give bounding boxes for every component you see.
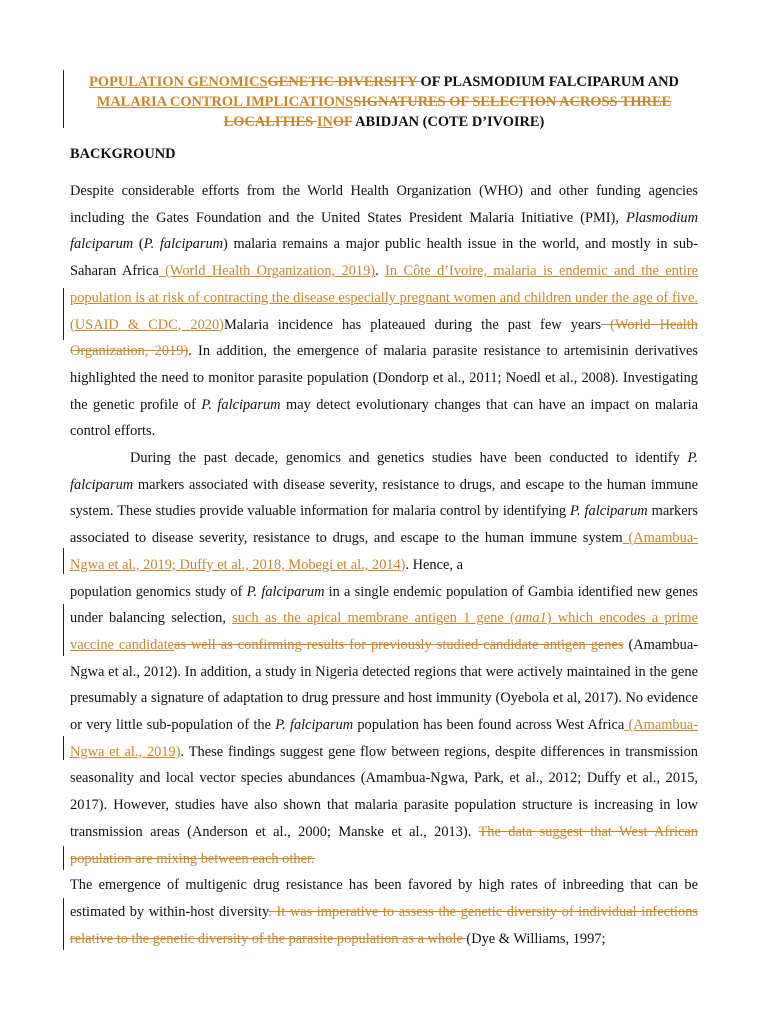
change-bar [63,898,64,950]
insertion: IN [316,114,333,130]
insertion: (Amambua-Ngwa et al., 2019) [70,717,698,760]
deletion: OF [332,114,353,130]
deletion: GENETIC DIVERSITY [267,74,421,90]
insertion: (World Health Organization, 2019) [158,263,376,280]
document-title: POPULATION GENOMICSGENETIC DIVERSITY OF PLASMODIUM FALCIPARUM AND MALARIA CONTROL IMPLICATIONSSIGNATURES OF SELECTION ACROSS THREE LOCALITIES INOF ABIDJAN (COTE D’IVOIRE) [89,74,679,130]
insertion: POPULATION GENOMICS [89,74,268,90]
paragraph-1: Despite considerable efforts from the World Health Organization (WHO) and other funding agencies including the Gates Foundation and the United States President Malaria Initiative (PMI), Plasmodium falciparum (P. falciparum) malaria remains a major public health issue in the world, and mostly in sub-Saharan Africa (World Health Organization, 2019). In Côte d’Ivoire, malaria is endemic and the entire population is at risk of contracting the disease especially pregnant women and children under the age of five. (USAID & CDC, 2020)Malaria incidence has plateaued during the past few years (World Health Organization, 2019). In addition, the emergence of malaria parasite resistance to artemisinin derivatives highlighted the need to monitor parasite population (Dondorp et al., 2011; Noedl et al., 2008). Investigating the genetic profile of P. falciparum may detect evolutionary changes that can have an impact on malaria control efforts. [70,183,699,440]
paragraph-4: The emergence of multigenic drug resistance has been favored by high rates of inbreeding that can be estimated by within-host diversity. It was imperative to assess the genetic diversity of individual infections relative to the genetic diversity of the parasite population as a whole (Dye & Williams, 1997; [70,877,698,947]
section-heading: BACKGROUND [70,146,176,162]
insertion: such as the apical membrane antigen 1 gene (ama1) which encodes a prime vaccine candidate [70,610,698,653]
deletion: as well as confirming results for previously studied candidate antigen genes [174,636,624,653]
change-bar [63,288,64,340]
insertion: In Côte d’Ivoire, malaria is endemic and the entire population is at risk of contracting the disease especially pregnant women and children under the age of five. (USAID & CDC, 2020) [70,263,698,333]
change-bar [63,846,64,870]
change-bar [63,548,64,574]
deletion: . It was imperative to assess the genetic diversity of individual infections relative to the genetic diversity of the parasite population as a whole [70,903,698,947]
deletion: SIGNATURES OF SELECTION ACROSS THREE LOCALITIES [223,94,672,130]
insertion: (Amambua-Ngwa et al., 2019; Duffy et al., 2018, Mobegi et al., 2014) [70,530,698,573]
paragraph-2: During the past decade, genomics and genetics studies have been conducted to identify P. falciparum markers associated with disease severity, resistance to drugs, and escape to the human immune system. These studies provide valuable information for malaria control by identifying P. falciparum markers associated to disease severity, resistance to drugs, and escape to the human immune system (Amambua-Ngwa et al., 2019; Duffy et al., 2018, Mobegi et al., 2014). Hence, a [70,450,698,573]
body-text [70,178,698,952]
deletion: (World Health Organization, 2019) [70,316,698,360]
deletion: The data suggest that West African population are mixing between each other. [70,823,699,867]
paragraph-3: population genomics study of P. falciparum in a single endemic population of Gambia identified new genes under balancing selection, such as the apical membrane antigen 1 gene (ama1) which encodes a prime vaccine candidateas well as confirming results for previously studied candidate antigen genes (Amambua-Ngwa et al., 2012). In addition, a study in Nigeria detected regions that were actively maintained in the gene presumably a signature of adaptation to drug pressure and host immunity (Oyebola et al, 2017). No evidence or very little sub-population of the P. falciparum population has been found across West Africa (Amambua-Ngwa et al., 2019). These findings suggest gene flow between regions, despite differences in transmission seasonality and local vector species abundances (Amambua-Ngwa, Park, et al., 2012; Duffy et al., 2015, 2017). However, studies have also shown that malaria parasite population structure is increasing in low transmission areas (Anderson et al., 2000; Manske et al., 2013). The data suggest that West African population are mixing between each other. [70,583,699,867]
change-bar [63,736,64,760]
change-bar [63,604,64,656]
change-bar [63,70,64,128]
insertion: MALARIA CONTROL IMPLICATIONS [96,94,354,110]
